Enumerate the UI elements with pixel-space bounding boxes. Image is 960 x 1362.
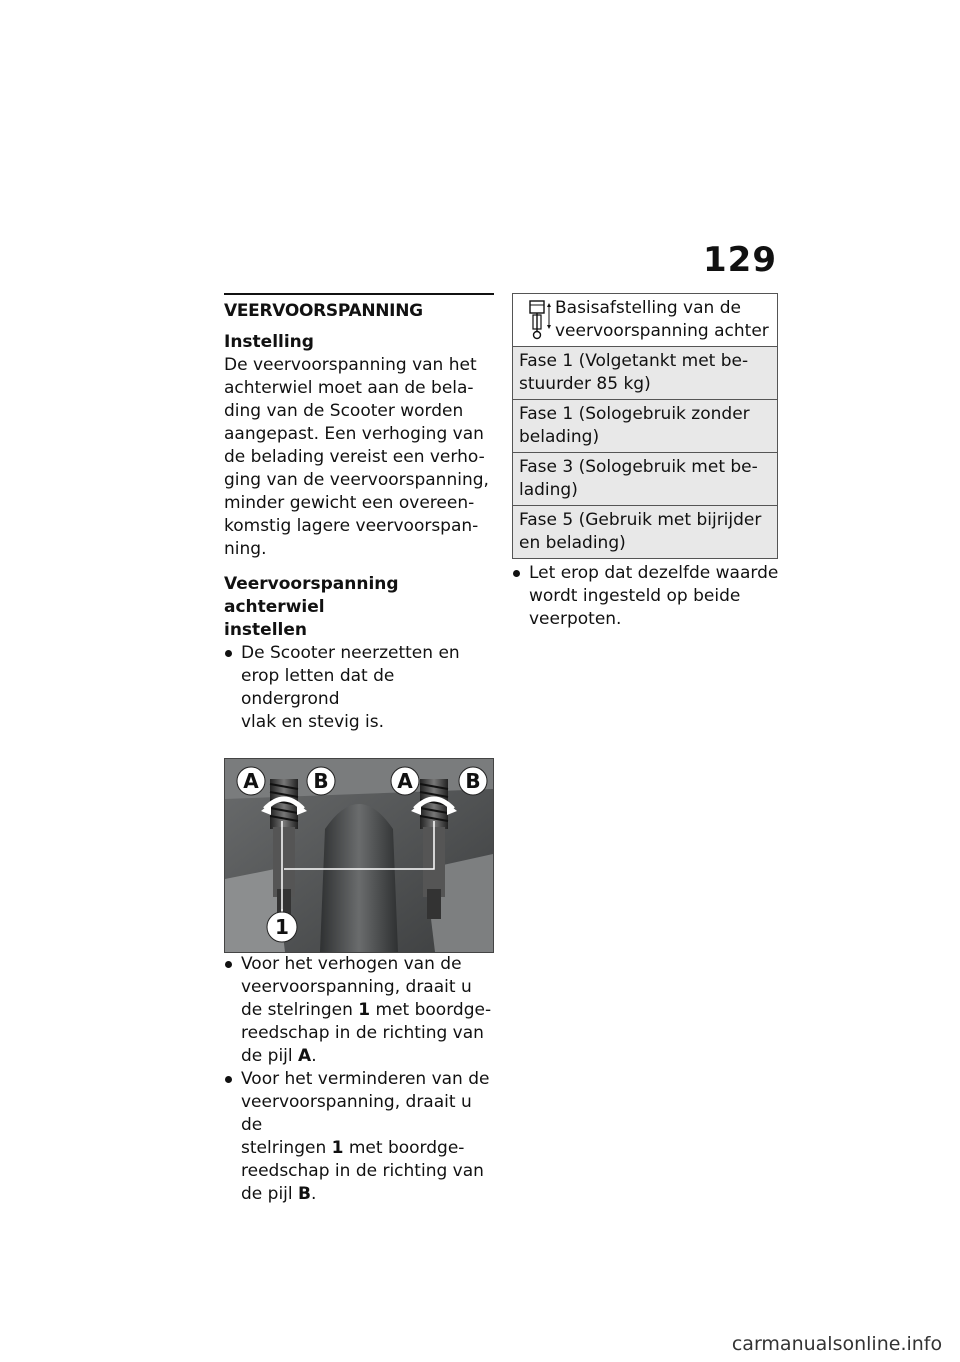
bullet-line: veervoorspanning, draait u de bbox=[241, 1092, 472, 1135]
text-run: de pijl bbox=[241, 1046, 299, 1066]
ring-reference: 1 bbox=[358, 1000, 371, 1020]
suspension-illustration bbox=[225, 759, 493, 952]
bullet-line: veerpoten. bbox=[529, 609, 622, 629]
figure-label-1: 1 bbox=[275, 915, 289, 939]
figure-label-a2: A bbox=[397, 769, 413, 793]
table-row bbox=[513, 453, 778, 506]
table-row bbox=[513, 347, 778, 400]
para-line: ging van de veervoorspanning, bbox=[224, 470, 489, 490]
suspension-strut-icon bbox=[519, 297, 555, 343]
figure-label-a1: A bbox=[243, 769, 259, 793]
bullet-line: reedschap in de richting van bbox=[241, 1161, 484, 1181]
ring-reference: 1 bbox=[331, 1138, 344, 1158]
bullet-line: erop letten dat de ondergrond bbox=[241, 666, 395, 709]
text-run: . bbox=[311, 1046, 317, 1066]
cell-line: Fase 3 (Sologebruik met be- bbox=[519, 457, 758, 477]
cell-line: lading) bbox=[519, 480, 578, 500]
bullet-list-right bbox=[512, 562, 780, 631]
arrow-reference: A bbox=[298, 1046, 312, 1066]
adjust-heading bbox=[224, 573, 494, 642]
right-column bbox=[512, 293, 780, 631]
list-item bbox=[224, 1068, 494, 1206]
para-line: achterwiel moet aan de bela- bbox=[224, 378, 474, 398]
para-line: aangepast. Een verhoging van bbox=[224, 424, 484, 444]
table-header-row bbox=[513, 294, 778, 347]
text-run: met boordge- bbox=[370, 1000, 492, 1020]
cell-line: belading) bbox=[519, 427, 600, 447]
table-cell bbox=[513, 506, 778, 559]
adjust-heading-line: instellen bbox=[224, 620, 307, 640]
para-line: ding van de Scooter worden bbox=[224, 401, 464, 421]
bullet-line: vlak en stevig is. bbox=[241, 712, 385, 732]
watermark: carmanualsonline.info bbox=[714, 1326, 960, 1362]
bullet-list-2 bbox=[224, 953, 494, 1206]
bullet-line bbox=[241, 1183, 494, 1206]
page-number: 129 bbox=[703, 240, 777, 280]
text-run: stelringen bbox=[241, 1138, 332, 1158]
table-row bbox=[513, 506, 778, 559]
cell-line: Fase 5 (Gebruik met bijrijder bbox=[519, 510, 762, 530]
bullet-line: Voor het verminderen van de bbox=[241, 1069, 490, 1089]
cell-line: stuurder 85 kg) bbox=[519, 374, 651, 394]
bullet-line bbox=[241, 1137, 494, 1160]
table-cell bbox=[513, 453, 778, 506]
bullet-line: wordt ingesteld op beide bbox=[529, 586, 741, 606]
bullet-line bbox=[241, 1045, 494, 1068]
bullet-line: reedschap in de richting van bbox=[241, 1023, 484, 1043]
bullet-line: De Scooter neerzetten en bbox=[241, 643, 460, 663]
text-run: . bbox=[311, 1184, 317, 1204]
table-cell bbox=[513, 347, 778, 400]
table-row bbox=[513, 400, 778, 453]
suspension-figure bbox=[224, 758, 494, 953]
arrow-reference: B bbox=[298, 1184, 311, 1204]
para-line: komstig lagere veervoorspan- bbox=[224, 516, 479, 536]
list-item bbox=[512, 562, 780, 631]
cell-line: Fase 1 (Sologebruik zonder bbox=[519, 404, 750, 424]
table-header-line: Basisafstelling van de bbox=[555, 298, 741, 318]
figure-label-b1: B bbox=[313, 769, 329, 793]
table-header-cell bbox=[513, 294, 778, 347]
list-item bbox=[224, 642, 494, 734]
list-item bbox=[224, 953, 494, 1068]
bullet-line: Voor het verhogen van de bbox=[241, 954, 462, 974]
para-line: minder gewicht een overeen- bbox=[224, 493, 475, 513]
preload-settings-table bbox=[512, 293, 778, 559]
para-line: de belading vereist een verho- bbox=[224, 447, 485, 467]
para-line: ning. bbox=[224, 539, 267, 559]
bullet-line: veervoorspanning, draait u bbox=[241, 977, 472, 997]
text-run: met boordge- bbox=[343, 1138, 465, 1158]
instelling-heading: Instelling bbox=[224, 332, 314, 352]
instelling-paragraph bbox=[224, 354, 494, 561]
adjust-heading-line: Veervoorspanning achterwiel bbox=[224, 574, 399, 617]
cell-line: Fase 1 (Volgetankt met be- bbox=[519, 351, 749, 371]
para-line: De veervoorspanning van het bbox=[224, 355, 477, 375]
bullet-line: Let erop dat dezelfde waarde bbox=[529, 563, 779, 583]
figure-label-b2: B bbox=[465, 769, 481, 793]
cell-line: en belading) bbox=[519, 533, 626, 553]
section-title: VEERVOORSPANNING bbox=[224, 293, 494, 321]
table-cell bbox=[513, 400, 778, 453]
left-column bbox=[224, 293, 494, 1206]
bullet-list-1 bbox=[224, 642, 494, 734]
text-run: de pijl bbox=[241, 1184, 299, 1204]
text-run: de stelringen bbox=[241, 1000, 359, 1020]
bullet-line bbox=[241, 999, 494, 1022]
table-header-line: veervoorspanning achter bbox=[555, 321, 769, 341]
